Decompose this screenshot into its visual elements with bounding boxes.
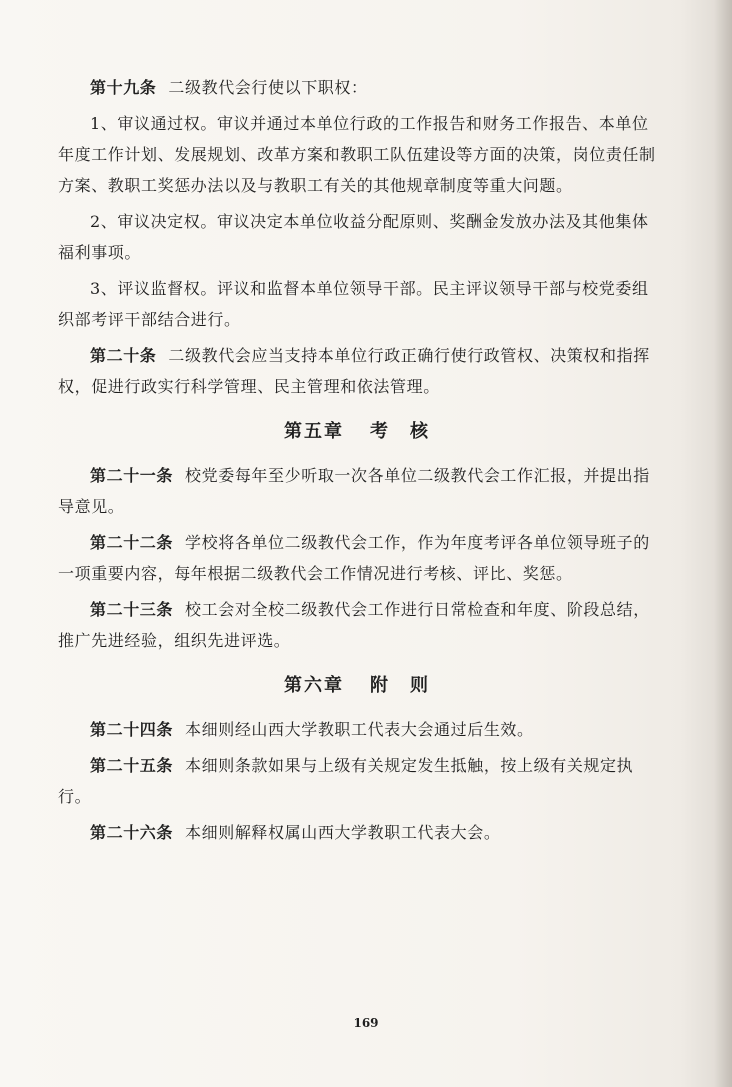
chapter-6-heading [58,672,656,700]
article-number: 第二十四条 [90,720,174,739]
chapter-number: 第五章 [284,421,344,442]
clause-3: 3、评议监督权。评议和监督本单位领导干部。民主评议领导干部与校党委组织部考评干部结合进行。 [58,279,649,329]
article-number: 第二十三条 [90,600,174,619]
article-19 [58,72,656,103]
article-text: 二级教代会应当支持本单位行政正确行使行政管权、决策权和指挥权，促进行政实行科学管理、民主管理和依法管理。 [58,346,650,396]
article-text: 校党委每年至少听取一次各单位二级教代会工作汇报，并提出指导意见。 [58,466,650,516]
chapter-title: 考 核 [370,421,430,442]
article-21 [58,460,656,522]
article-text: 本细则经山西大学教职工代表大会通过后生效。 [185,720,534,739]
page-edge-shadow [714,0,732,1087]
page-body [58,72,656,853]
clause-2: 2、审议决定权。审议决定本单位收益分配原则、奖酬金发放办法及其他集体福利事项。 [58,212,649,262]
article-number: 第二十条 [90,346,157,365]
article-number: 第二十二条 [90,533,174,552]
article-text: 本细则条款如果与上级有关规定发生抵触，按上级有关规定执行。 [58,756,634,806]
article-number: 第二十六条 [90,823,174,842]
article-text: 校工会对全校二级教代会工作进行日常检查和年度、阶段总结，推广先进经验，组织先进评选。 [58,600,650,650]
article-text: 本细则解释权属山西大学教职工代表大会。 [185,823,501,842]
chapter-5-heading [58,418,656,446]
article-23 [58,594,656,656]
chapter-number: 第六章 [284,675,344,696]
article-24 [58,714,656,745]
article-25 [58,750,656,812]
article-22 [58,527,656,589]
clause-1: 1、审议通过权。审议并通过本单位行政的工作报告和财务工作报告、本单位年度工作计划、发展规划、改革方案和教职工队伍建设等方面的决策，岗位责任制方案、教职工奖惩办法以及与教职工有关的其他规章制度等重大问题。 [58,114,656,195]
article-text: 二级教代会行使以下职权： [168,78,368,97]
article-number: 第二十五条 [90,756,174,775]
article-20 [58,340,656,402]
chapter-title: 附 则 [370,675,430,696]
article-number: 第十九条 [90,78,157,97]
article-text: 学校将各单位二级教代会工作，作为年度考评各单位领导班子的一项重要内容，每年根据二级教代会工作情况进行考核、评比、奖惩。 [58,533,650,583]
page-number: 169 [353,1016,379,1030]
article-26 [58,817,656,848]
article-number: 第二十一条 [90,466,174,485]
